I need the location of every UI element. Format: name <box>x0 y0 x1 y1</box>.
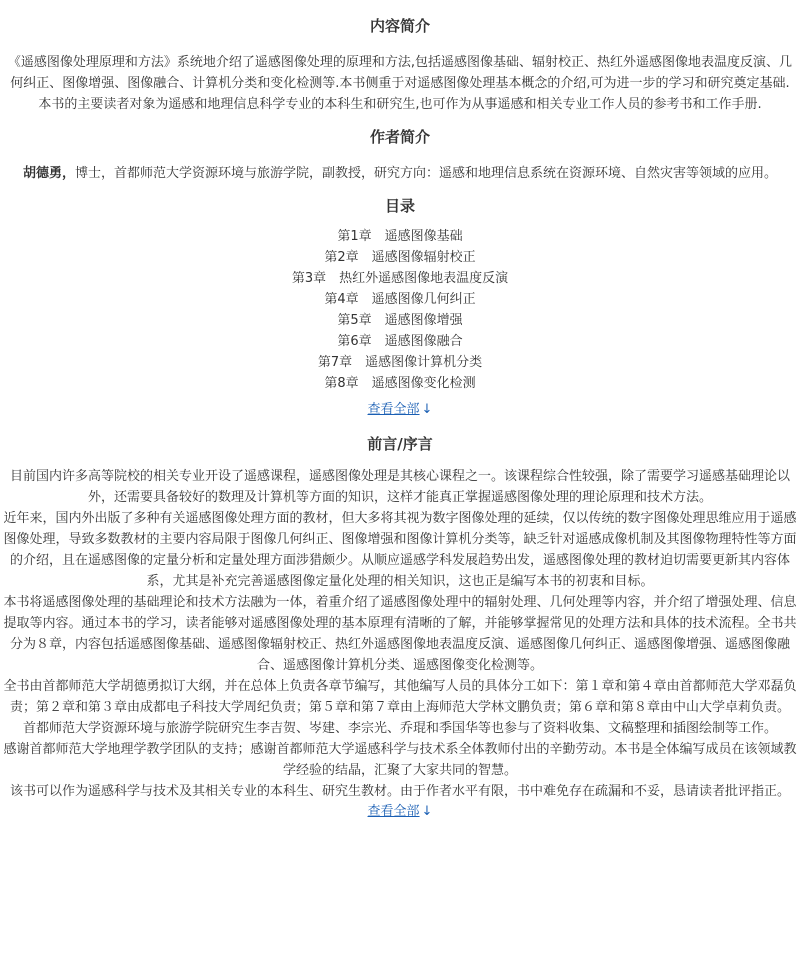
toc-item: 第2章 遥感图像辐射校正 <box>324 250 476 265</box>
preface-body <box>0 466 800 802</box>
preface-paragraph: 感谢首都师范大学地理学教学团队的支持；感谢首都师范大学遥感科学与技术系全体教师付出的辛勤劳动。本书是全体编写成员在该领域教学经验的结晶，汇聚了大家共同的智慧。 <box>3 742 797 778</box>
preface-title: 前言/序言 <box>367 435 433 453</box>
preface-view-all-link[interactable] <box>368 802 433 822</box>
toc-item: 第6章 遥感图像融合 <box>337 334 463 349</box>
preface-paragraph: 该书可以作为遥感科学与技术及其相关专业的本科生、研究生教材。由于作者水平有限，书中难免存在疏漏和不妥，恳请读者批评指正。 <box>9 784 790 799</box>
author-bio: 博士，首都师范大学资源环境与旅游学院，副教授，研究方向：遥感和地理信息系统在资源环境、自然灾害等领域的应用。 <box>75 166 778 181</box>
toc-item: 第3章 热红外遥感图像地表温度反演 <box>291 271 509 286</box>
preface-paragraph: 近年来，国内外出版了多种有关遥感图像处理方面的教材，但大多将其视为数字图像处理的延续，仅以传统的数字图像处理思维应用于遥感图像处理，导致多数教材的主要内容局限于图像几何纠正、图像增强和图像计算机分类等，缺乏针对遥感成像机制及其图像物理特性等方面的介绍，且在遥感图像的定量分析和定量处理方面涉猎颇少。从顺应遥感学科发展趋势出发，遥感图像处理的教材迫切需要更新其内容体系，尤其是补充完善遥感图像定量化处理的相关知识，这也正是编写本书的初衷和目标。 <box>3 511 797 589</box>
toc-item: 第4章 遥感图像几何纠正 <box>324 292 476 307</box>
preface-paragraph: 全书由首都师范大学胡德勇拟订大纲，并在总体上负责各章节编写，其他编写人员的具体分工如下：第１章和第４章由首都师范大学邓磊负责；第２章和第３章由成都电子科技大学周纪负责；第５章和第７章由上海师范大学林文鹏负责；第６章和第８章由中山大学卓莉负责。 <box>3 679 797 715</box>
toc-list <box>0 226 800 394</box>
toc-item: 第5章 遥感图像增强 <box>337 313 463 328</box>
preface-paragraph: 目前国内许多高等院校的相关专业开设了遥感课程，遥感图像处理是其核心课程之一。该课程综合性较强，除了需要学习遥感基础理论以外，还需要具备较好的数理及计算机等方面的知识，这样才能真正掌握遥感图像处理的理论原理和技术方法。 <box>9 469 790 505</box>
intro-title: 内容简介 <box>369 17 430 35</box>
author-name: 胡德勇， <box>22 166 75 181</box>
preface-paragraph: 本书将遥感图像处理的基础理论和技术方法融为一体，着重介绍了遥感图像处理中的辐射处理、几何处理等内容，并介绍了增强处理、信息提取等内容。通过本书的学习，读者能够对遥感图像处理的基本原理有清晰的了解，并能够掌握常见的处理方法和具体的技术流程。全书共分为８章，内容包括遥感图像基础、遥感图像辐射校正、热红外遥感图像地表温度反演、遥感图像几何纠正、遥感图像增强、遥感图像融合、遥感图像计算机分类、遥感图像变化检测等。 <box>3 595 797 673</box>
arrow-down-icon: ↓ <box>421 804 433 819</box>
author-title: 作者简介 <box>369 128 430 146</box>
toc-title: 目录 <box>384 197 415 215</box>
author-bio-block <box>0 163 800 184</box>
toc-item: 第8章 遥感图像变化检测 <box>324 376 476 391</box>
toc-view-all-label: 查看全部 <box>367 402 420 417</box>
toc-item: 第7章 遥感图像计算机分类 <box>317 355 483 370</box>
toc-item: 第1章 遥感图像基础 <box>337 229 463 244</box>
intro-text: 《遥感图像处理原理和方法》系统地介绍了遥感图像处理的原理和方法,包括遥感图像基础、辐射校正、热红外遥感图像地表温度反演、几何纠正、图像增强、图像融合、计算机分类和变化检测等.本书侧重于对遥感图像处理基本概念的介绍,可为进一步的学习和研究奠定基础.本书的主要读者对象为遥感和地理信息科学专业的本科生和研究生,也可作为从事遥感和相关专业工作人员的参考书和工作手册. <box>7 55 793 112</box>
preface-view-all-label: 查看全部 <box>367 804 420 819</box>
preface-paragraph: 首都师范大学资源环境与旅游学院研究生李吉贺、岑建、李宗光、乔琨和季国华等也参与了资料收集、文稿整理和插图绘制等工作。 <box>22 721 777 736</box>
arrow-down-icon: ↓ <box>421 402 433 417</box>
toc-view-all-link[interactable] <box>368 400 433 420</box>
